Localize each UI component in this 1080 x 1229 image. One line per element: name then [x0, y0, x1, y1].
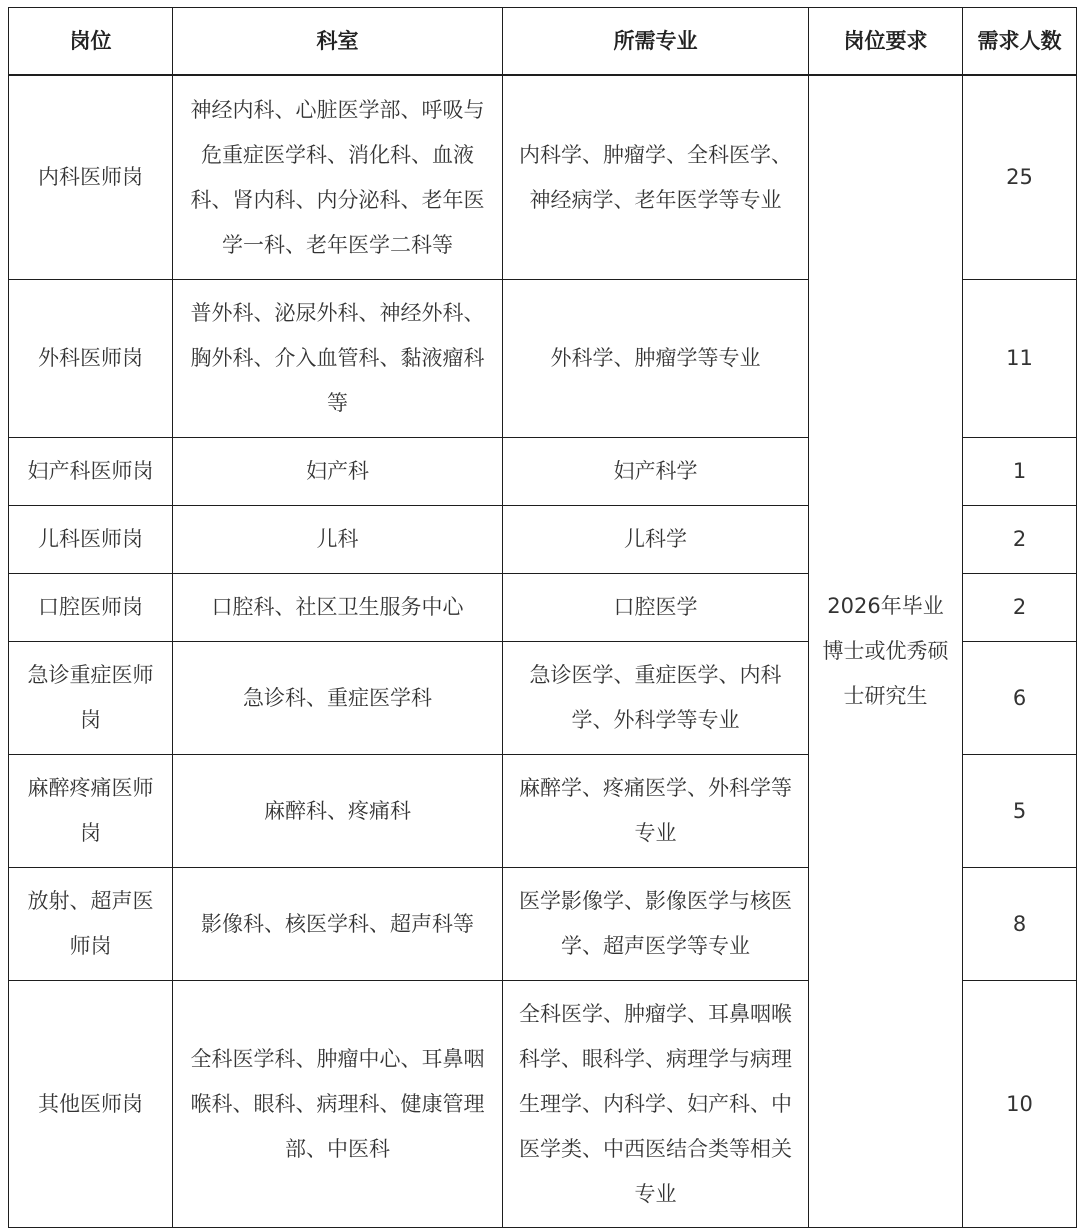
count-cell: 11	[963, 280, 1077, 438]
major-cell: 妇产科学	[503, 438, 809, 506]
header-major: 所需专业	[503, 8, 809, 76]
requirement-cell: 2026年毕业博士或优秀硕士研究生	[809, 75, 963, 1228]
count-cell: 2	[963, 506, 1077, 574]
position-cell: 内科医师岗	[9, 75, 173, 280]
header-count: 需求人数	[963, 8, 1077, 76]
position-cell: 放射、超声医师岗	[9, 868, 173, 981]
department-cell: 口腔科、社区卫生服务中心	[173, 574, 503, 642]
recruitment-table	[8, 7, 1077, 1228]
table-row	[9, 75, 1077, 280]
major-cell: 麻醉学、疼痛医学、外科学等专业	[503, 755, 809, 868]
header-requirement: 岗位要求	[809, 8, 963, 76]
count-cell: 10	[963, 981, 1077, 1228]
count-cell: 25	[963, 75, 1077, 280]
count-cell: 5	[963, 755, 1077, 868]
header-department: 科室	[173, 8, 503, 76]
department-cell: 妇产科	[173, 438, 503, 506]
major-cell: 儿科学	[503, 506, 809, 574]
position-cell: 口腔医师岗	[9, 574, 173, 642]
department-cell: 普外科、泌尿外科、神经外科、胸外科、介入血管科、黏液瘤科等	[173, 280, 503, 438]
count-cell: 1	[963, 438, 1077, 506]
department-cell: 神经内科、心脏医学部、呼吸与危重症医学科、消化科、血液科、肾内科、内分泌科、老年医学一科、老年医学二科等	[173, 75, 503, 280]
position-cell: 急诊重症医师岗	[9, 642, 173, 755]
position-cell: 外科医师岗	[9, 280, 173, 438]
major-cell: 外科学、肿瘤学等专业	[503, 280, 809, 438]
count-cell: 6	[963, 642, 1077, 755]
major-cell: 内科学、肿瘤学、全科医学、神经病学、老年医学等专业	[503, 75, 809, 280]
department-cell: 急诊科、重症医学科	[173, 642, 503, 755]
table-header-row	[9, 8, 1077, 76]
count-cell: 2	[963, 574, 1077, 642]
position-cell: 其他医师岗	[9, 981, 173, 1228]
department-cell: 麻醉科、疼痛科	[173, 755, 503, 868]
count-cell: 8	[963, 868, 1077, 981]
major-cell: 口腔医学	[503, 574, 809, 642]
department-cell: 影像科、核医学科、超声科等	[173, 868, 503, 981]
position-cell: 妇产科医师岗	[9, 438, 173, 506]
position-cell: 麻醉疼痛医师岗	[9, 755, 173, 868]
department-cell: 全科医学科、肿瘤中心、耳鼻咽喉科、眼科、病理科、健康管理部、中医科	[173, 981, 503, 1228]
department-cell: 儿科	[173, 506, 503, 574]
major-cell: 全科医学、肿瘤学、耳鼻咽喉科学、眼科学、病理学与病理生理学、内科学、妇产科、中医学类、中西医结合类等相关专业	[503, 981, 809, 1228]
major-cell: 医学影像学、影像医学与核医学、超声医学等专业	[503, 868, 809, 981]
position-cell: 儿科医师岗	[9, 506, 173, 574]
major-cell: 急诊医学、重症医学、内科学、外科学等专业	[503, 642, 809, 755]
header-position: 岗位	[9, 8, 173, 76]
